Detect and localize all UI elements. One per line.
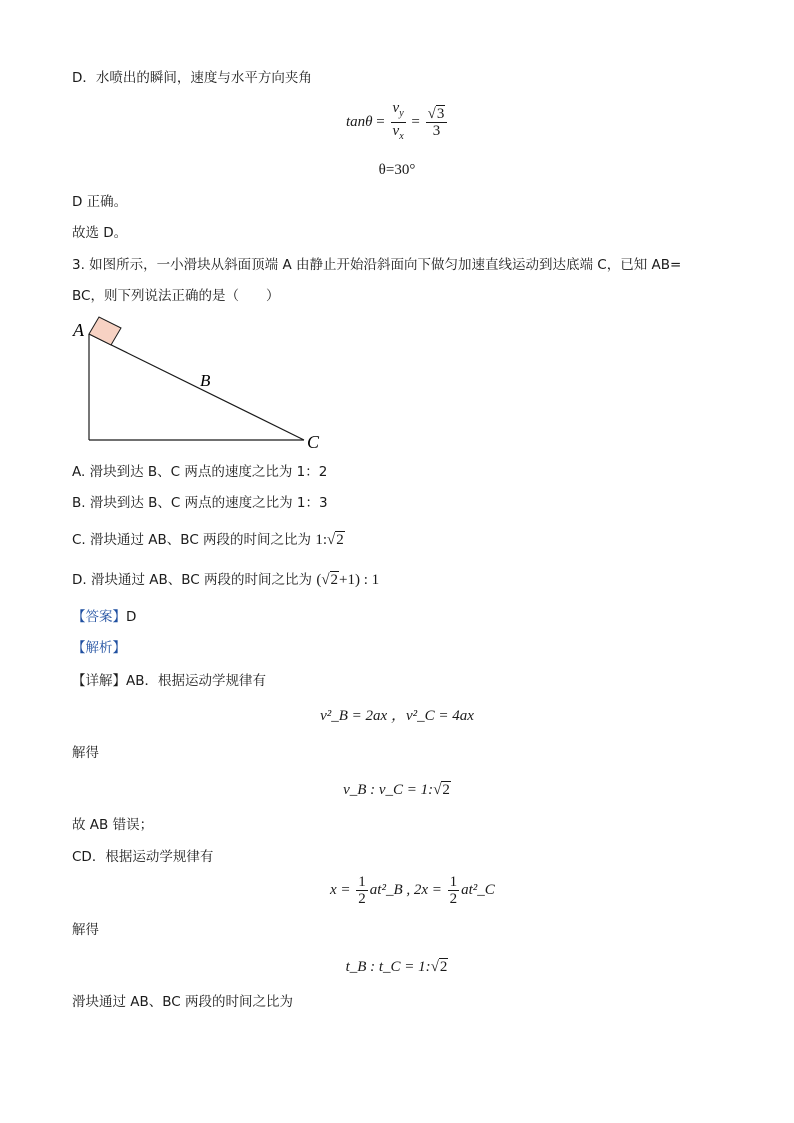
analysis-tag: 【解析】 <box>72 640 126 656</box>
velocity-equation: v²_B = 2ax ，v²_C = 4ax <box>320 708 474 724</box>
label-a: A <box>73 320 84 340</box>
incline-side <box>89 334 304 440</box>
q3-line2: BC，则下列说法正确的是（ ） <box>72 288 280 304</box>
incline-figure <box>70 312 330 452</box>
option-d: D. 滑块通过 AB、BC 两段的时间之比为 (√2+1) : 1 <box>72 572 380 588</box>
ab-wrong: 故 AB 错误； <box>72 817 154 833</box>
option-a: A. 滑块到达 B、C 两点的速度之比为 1：2 <box>72 464 328 480</box>
solve-1: 解得 <box>72 745 99 761</box>
q3-line1: 3. 如图所示，一小滑块从斜面顶端 A 由静止开始沿斜面向下做匀加速直线运动到达底端 C，已知 AB= <box>72 257 682 273</box>
velocity-ratio: v_B : v_C = 1:√2 <box>343 782 450 798</box>
label-b: B <box>200 371 211 390</box>
d-correct: D 正确。 <box>72 194 128 210</box>
option-c: C. 滑块通过 AB、BC 两段的时间之比为 1:√2 <box>72 532 344 548</box>
option-b: B. 滑块到达 B、C 两点的速度之比为 1：3 <box>72 495 328 511</box>
theta-equation: θ=30° <box>378 162 416 178</box>
tan-equation: tanθ = $\frac{v_y}{v_x}$ = $\frac{√3}{3}$ <box>346 100 449 145</box>
displacement-equation: x = $\frac{1}{2}$ at²_B , 2x = $\frac{1}{2}$ at²_C <box>330 874 495 907</box>
solve-2: 解得 <box>72 922 99 938</box>
last-line: 滑块通过 AB、BC 两段的时间之比为 <box>72 994 294 1010</box>
choose-d: 故选 D。 <box>72 225 128 241</box>
option-d-prev: D．水喷出的瞬间，速度与水平方向夹角 <box>72 70 312 86</box>
label-c: C <box>307 432 320 452</box>
detail-line: 【详解】AB．根据运动学规律有 <box>72 673 266 689</box>
sliding-block <box>89 317 121 345</box>
cd-intro: CD．根据运动学规律有 <box>72 849 214 865</box>
answer-line: 【答案】D <box>72 609 137 625</box>
time-ratio: t_B : t_C = 1:√2 <box>345 959 448 975</box>
